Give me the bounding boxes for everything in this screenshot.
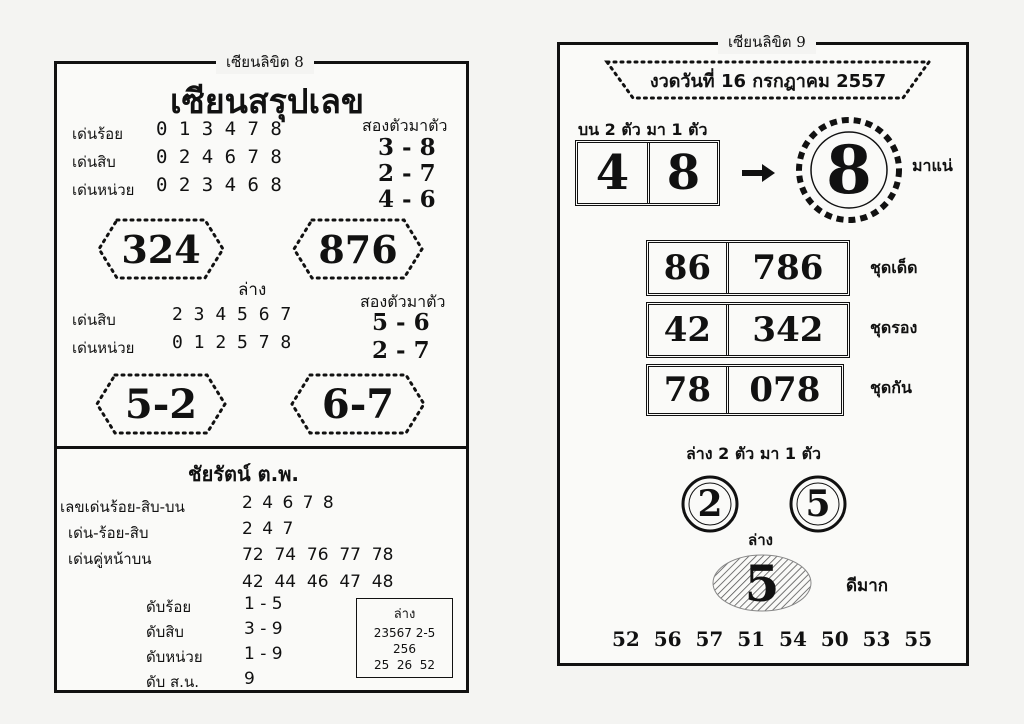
row-digits-tens: 0 2 4 6 7 8 (156, 146, 282, 168)
info-value-1: 2 4 6 7 8 (242, 493, 336, 513)
best-label: ดีมาก (846, 576, 889, 596)
info-label-1: เลขเด่นร้อย-สิบ-บน (60, 498, 185, 516)
row-digits-hundreds: 0 1 3 4 7 8 (156, 118, 282, 140)
right-page-label: เซียนลิขิต 9 (718, 30, 816, 54)
row-digits-units: 0 2 3 4 6 8 (156, 174, 282, 196)
hex-876-text: 876 (318, 226, 398, 272)
set-box-1 (646, 240, 850, 296)
left-page-label: เซียนลิขิต 8 (216, 50, 314, 74)
dub-label-units: ดับหน่วย (146, 648, 203, 666)
hex-6-7 (288, 371, 428, 437)
best-digit: 5 (744, 553, 780, 613)
section-title: ชัยรัตน์ ต.พ. (188, 462, 300, 486)
hex-5-2-text: 5-2 (124, 380, 198, 428)
dub-value-tens: 3 - 9 (244, 619, 283, 639)
set-3-a: 78 (649, 367, 729, 413)
date-banner (603, 58, 933, 102)
dub-value-hundreds: 1 - 5 (244, 594, 283, 614)
lower-box-line-1: 23567 2-5 (373, 626, 436, 640)
top-pair-1: 3 - 8 (378, 134, 436, 161)
highlight-label: มาแน่ (912, 156, 953, 175)
set-1-label: ชุดเด็ด (870, 258, 918, 277)
set-2-a: 42 (649, 305, 729, 355)
bottom-label: ล่าง (238, 280, 267, 300)
bottom-pair-2: 2 - 7 (372, 337, 430, 364)
top-digit-2: 8 (666, 145, 701, 201)
hex-876 (290, 216, 426, 282)
top-digit-1: 4 (578, 143, 650, 203)
hex-6-7-text: 6-7 (321, 380, 395, 428)
row-label-tens: เด่นสิบ (72, 153, 116, 171)
brow-label-units: เด่นหน่วย (72, 339, 135, 357)
set-box-3 (646, 364, 844, 416)
lower-box (356, 598, 453, 678)
top-pair-3: 4 - 6 (378, 186, 436, 213)
lower-box-line-3: 25 26 52 (373, 658, 436, 672)
lower-box-title: ล่าง (393, 607, 416, 622)
bottom-digit-2: 5 (805, 483, 831, 525)
top-digits-box (575, 140, 720, 206)
bottom-sub-label: ล่าง (748, 531, 773, 549)
highlight-digit: 8 (826, 131, 872, 209)
bottom-digit-1: 2 (697, 483, 723, 525)
brow-digits-units: 0 1 2 5 7 8 (172, 332, 292, 353)
lower-box-line-2: 256 (393, 642, 416, 656)
top-title: บน 2 ตัว มา 1 ตัว (578, 120, 708, 139)
bottom-pairs-title: สองตัวมาตัว (360, 292, 446, 311)
set-1-a: 86 (649, 243, 729, 293)
bottom-title: ล่าง 2 ตัว มา 1 ตัว (686, 444, 821, 463)
best-digit-oval (710, 552, 814, 614)
info-value-2: 2 4 7 (242, 519, 296, 539)
left-title: เซียนสรุปเลข (170, 82, 365, 122)
hex-324 (95, 216, 227, 282)
section-divider (54, 446, 469, 449)
set-box-2 (646, 302, 850, 358)
info-value-3: 72 74 76 77 78 (242, 545, 394, 565)
brow-digits-tens: 2 3 4 5 6 7 (172, 304, 292, 325)
top-pair-2: 2 - 7 (378, 160, 436, 187)
brow-label-tens: เด่นสิบ (72, 311, 116, 329)
dub-value-units: 1 - 9 (244, 644, 283, 664)
top-pairs-title: สองตัวมาตัว (362, 116, 448, 135)
dub-label-sn: ดับ ส.น. (146, 673, 199, 691)
set-1-b: 786 (752, 248, 824, 288)
set-2-b: 342 (752, 310, 824, 350)
set-3-label: ชุดกัน (870, 378, 912, 397)
set-3-b: 078 (749, 370, 821, 410)
hex-5-2 (93, 371, 229, 437)
bottom-digit-circle-2 (788, 474, 848, 534)
bottom-pair-1: 5 - 6 (372, 309, 430, 336)
highlight-circle (795, 116, 903, 224)
set-2-label: ชุดรอง (870, 318, 918, 337)
bottom-digit-circle-1 (680, 474, 740, 534)
row-label-hundreds: เด่นร้อย (72, 125, 123, 143)
arrow-icon (742, 163, 776, 187)
hex-324-text: 324 (121, 226, 201, 272)
dub-label-tens: ดับสิบ (146, 623, 184, 641)
row-label-units: เด่นหน่วย (72, 181, 135, 199)
date-banner-text: งวดวันที่ 16 กรกฎาคม 2557 (649, 70, 887, 92)
info-label-3: เด่นคู่หน้าบน (68, 550, 152, 568)
dub-label-hundreds: ดับร้อย (146, 598, 192, 616)
info-value-4: 42 44 46 47 48 (242, 572, 394, 592)
dub-value-sn: 9 (244, 669, 255, 689)
numbers-line: 52 56 57 51 54 50 53 55 (612, 627, 933, 651)
info-label-2: เด่น-ร้อย-สิบ (68, 524, 149, 542)
